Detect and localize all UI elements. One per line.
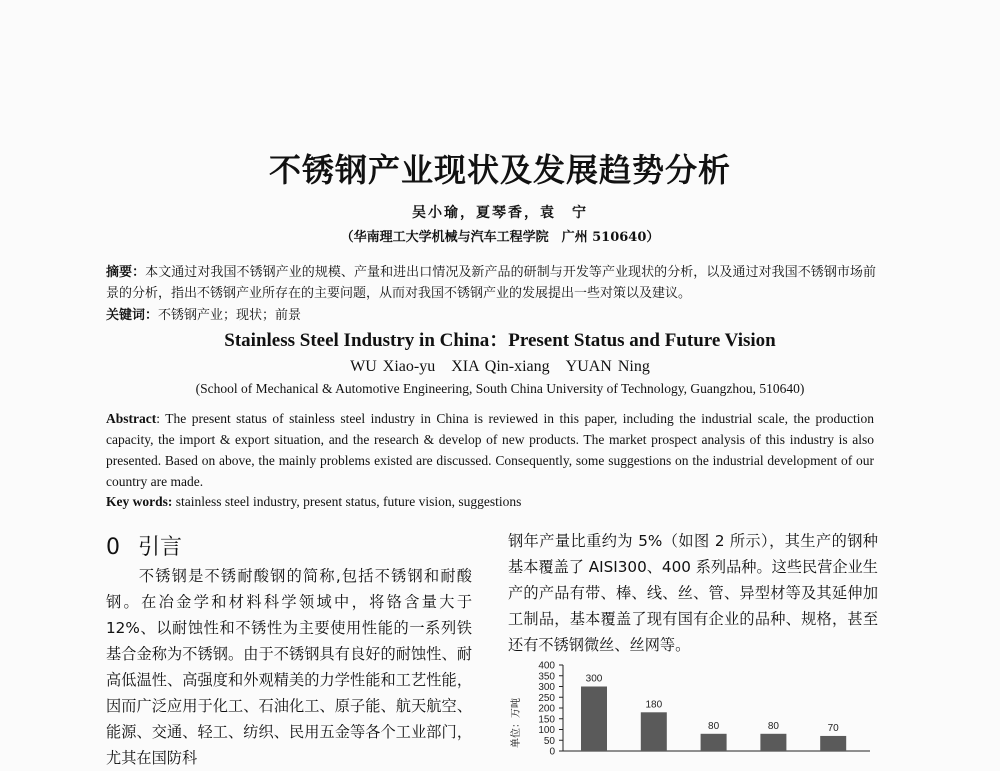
- body-right-column: 钢年产量比重约为 5%（如图 2 所示），其生产的钢种基本覆盖了 AISI300、400 系列品种。这些民营企业生产的产品有带、棒、线、丝、管、异型材等及其延伸加工制品，基本覆盖了现有国有企业的品种、规格，甚至还有不锈钢微丝、丝网等。: [508, 532, 878, 654]
- chart-bar-label: 80: [708, 720, 720, 732]
- chart-y-tick-label: 400: [538, 660, 555, 672]
- chart-bar-label: 70: [827, 722, 839, 734]
- chart-bar: [641, 712, 667, 751]
- production-bar-chart: [505, 655, 875, 755]
- keywords-en: [106, 494, 874, 510]
- paper-title-en: Stainless Steel Industry in China：Present Status and Future Vision: [224, 330, 776, 351]
- chart-y-label: 单位：万吨: [511, 698, 522, 748]
- keywords-en-label: Key words:: [106, 494, 173, 509]
- chart-bar-label: 180: [645, 699, 663, 711]
- chart-bars: [581, 674, 846, 752]
- section-title: 引言: [138, 535, 183, 560]
- chart-bar: [701, 734, 727, 751]
- chart-y-tick-label: 300: [538, 682, 555, 693]
- keywords-en-text: stainless steel industry, present status, future vision, suggestions: [172, 494, 522, 509]
- affiliation-cn: （华南理工大学机械与汽车工程学院 广州 510640）: [340, 230, 660, 245]
- chart-bar: [820, 736, 846, 751]
- abstract-cn: [106, 262, 876, 304]
- chart-y-tick-label: 100: [538, 725, 555, 736]
- authors-en: WU Xiao-yu XIA Qin-xiang YUAN Ning: [350, 358, 650, 375]
- keywords-cn-label: 关键词：: [106, 308, 159, 323]
- section-heading: [106, 530, 182, 561]
- abstract-en: [106, 408, 874, 492]
- chart-bar: [581, 687, 607, 752]
- authors-cn: 吴小瑜，夏琴香，袁 宁: [412, 205, 588, 221]
- section-number: 0: [106, 535, 120, 560]
- abstract-en-text: : The present status of stainless steel industry in China is reviewed in this paper, including the industrial scale, the production capacity, the import & export situation, and the research & develop of new products. The market prospect analysis of this industry is also presented. Based on above, the mainly problems existed are discussed. Consequently, some suggestions on the industrial development of our country are made.: [106, 411, 874, 489]
- abstract-cn-label: 摘要：: [106, 265, 146, 280]
- chart-y-tick-label: 200: [538, 703, 555, 715]
- keywords-cn: [106, 304, 876, 323]
- affiliation-en: (School of Mechanical & Automotive Engineering, South China University of Technology, Guangzhou, 510640): [195, 381, 805, 396]
- chart-bar-label: 300: [585, 673, 603, 685]
- chart-y-tick-label: 50: [543, 735, 555, 747]
- chart-y-tick-label: 150: [538, 714, 555, 726]
- abstract-cn-text: 本文通过对我国不锈钢产业的规模、产量和进出口情况及新产品的研制与开发等产业现状的分析，以及通过对我国不锈钢市场前景的分析，指出不锈钢产业所存在的主要问题，从而对我国不锈钢产业的发展提出一些对策以及建议。: [106, 265, 876, 301]
- abstract-en-label: Abstract: [106, 411, 157, 426]
- paper-title-cn: 不锈钢产业现状及发展趋势分析: [268, 151, 731, 189]
- chart-bar-label: 80: [767, 720, 779, 732]
- chart-y-tick-label: 250: [538, 692, 555, 704]
- body-left-column: 不锈钢是不锈耐酸钢的简称,包括不锈钢和耐酸钢。在冶金学和材料科学领域中，将铬含量大于 12%、以耐蚀性和不锈性为主要使用性能的一系列铁基合金称为不锈钢。由于不锈钢具有良好的耐蚀性、耐高低温性、高强度和外观精美的力学性能和工艺性能，因而广泛应用于化工、石油化工、原子能、航天航空、 能源、交通、轻工、纺织、民用五金等各个工业部门，尤其在国防科: [106, 567, 472, 767]
- chart-bar: [760, 734, 786, 751]
- keywords-cn-text: 不锈钢产业；现状；前景: [158, 308, 302, 323]
- chart-y-tick-label: 350: [538, 671, 555, 683]
- chart-y-tick-label: 0: [549, 746, 555, 755]
